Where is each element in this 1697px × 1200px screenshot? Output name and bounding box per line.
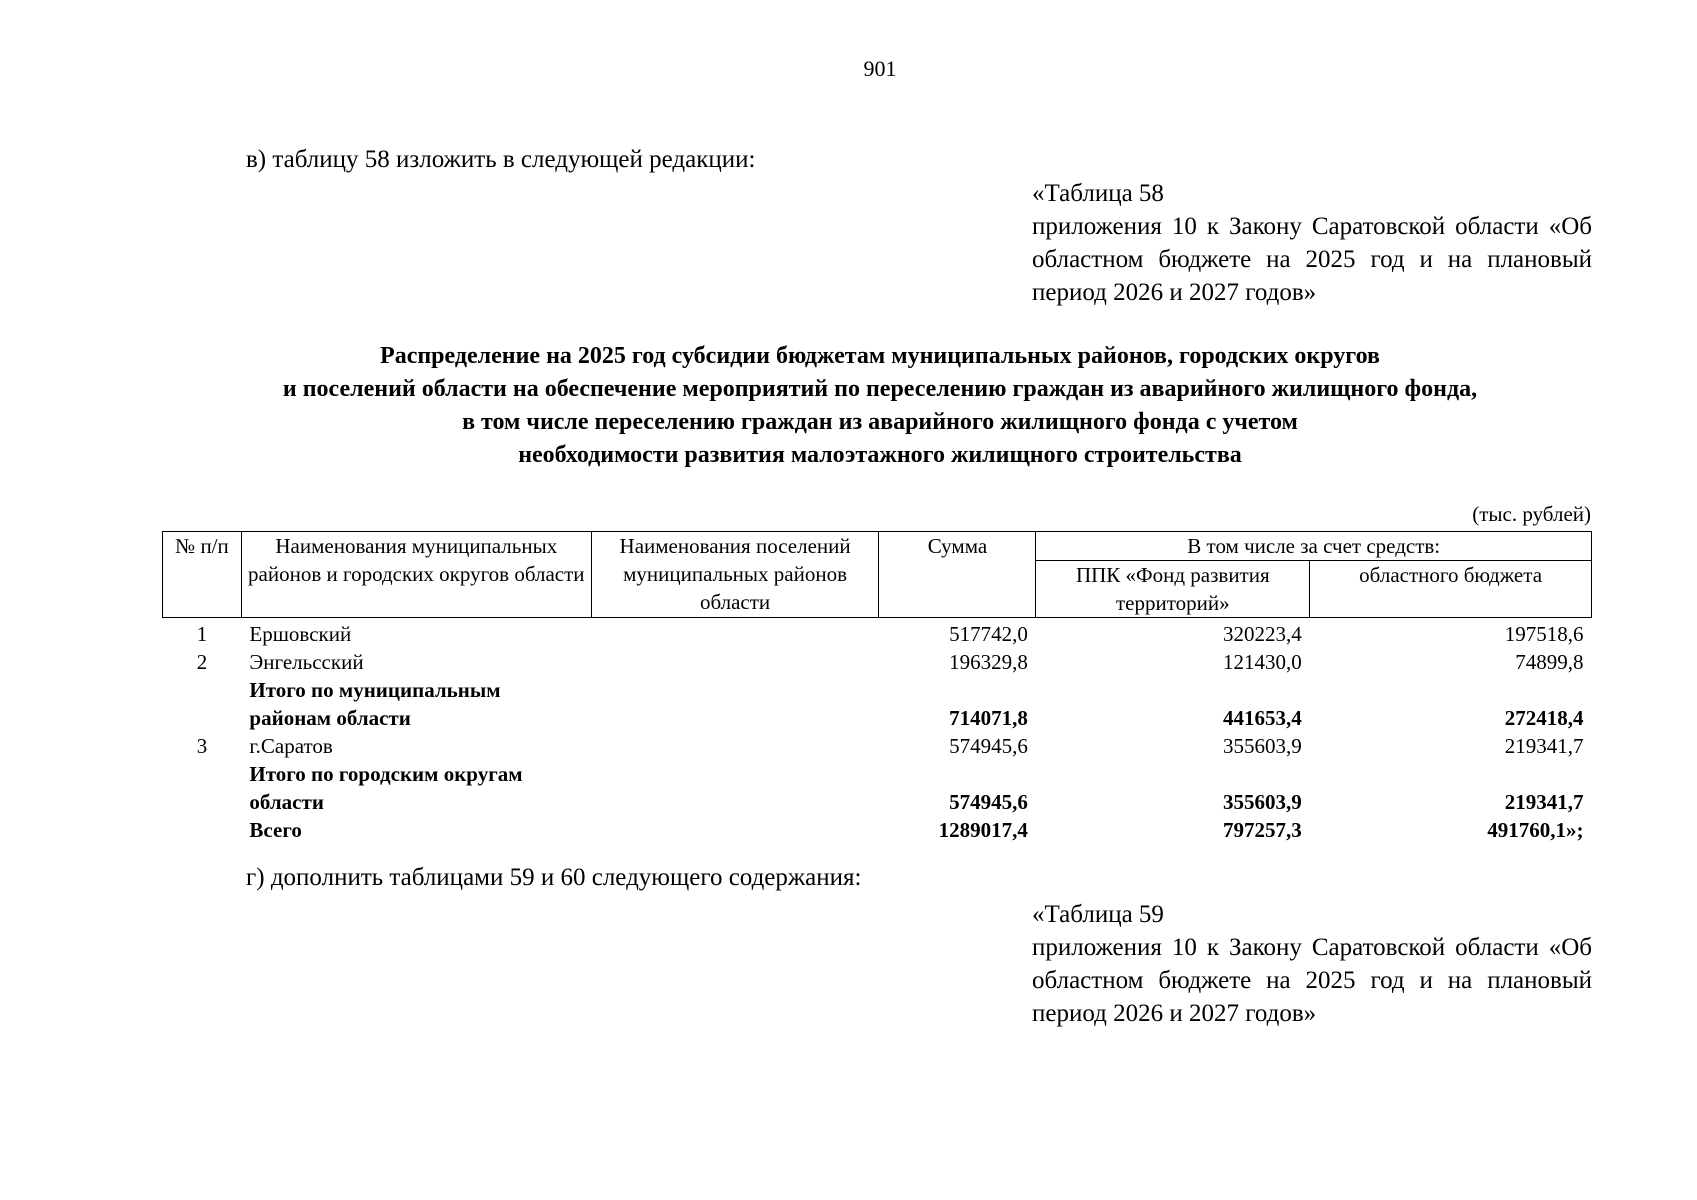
row-ppk: 355603,9	[1222, 734, 1302, 758]
row-settlement	[591, 618, 879, 649]
distribution-table	[162, 531, 1592, 844]
row-settlement	[591, 676, 879, 732]
header-districts: Наименования муниципальных районов и городских округов области	[241, 532, 591, 618]
subtotal-row	[163, 676, 1592, 732]
row-sum: 574945,6	[949, 790, 1028, 814]
row-regional: 219341,7	[1504, 790, 1584, 814]
row-settlement	[591, 648, 879, 676]
row-ppk: 441653,4	[1222, 706, 1302, 730]
row-ppk: 320223,4	[1222, 622, 1302, 646]
row-name: Итого по городским округам области	[249, 762, 523, 814]
table-row	[163, 648, 1592, 676]
table-59-heading	[1032, 898, 1592, 1030]
row-regional: 197518,6	[1504, 622, 1584, 646]
row-ppk: 797257,3	[1222, 818, 1302, 842]
row-ppk: 121430,0	[1222, 650, 1302, 674]
table-58-label: «Таблица 58	[1032, 180, 1164, 207]
row-settlement	[591, 732, 879, 760]
row-name: Итого по муниципальным районам области	[249, 678, 501, 730]
row-sum: 714071,8	[949, 706, 1028, 730]
row-ppk: 355603,9	[1222, 790, 1302, 814]
table-row	[163, 732, 1592, 760]
row-name: г.Саратов	[249, 734, 333, 758]
title-line-2: и поселений области на обеспечение мероприятий по переселению граждан из аварийного жилищного фонда,	[282, 376, 1478, 402]
header-settlements: Наименования поселений муниципальных районов области	[591, 532, 879, 618]
table-58-heading	[1032, 177, 1592, 309]
header-regional-budget: областного бюджета	[1310, 561, 1592, 618]
page-number: 901	[863, 56, 897, 81]
grand-total-row	[163, 816, 1592, 844]
row-regional: 219341,7	[1504, 734, 1584, 758]
row-regional: 74899,8	[1515, 650, 1584, 674]
row-sum: 574945,6	[949, 734, 1028, 758]
row-sum: 1289017,4	[938, 818, 1028, 842]
document-title	[160, 340, 1600, 472]
title-line-3: в том числе переселению граждан из аварийного жилищного фонда с учетом	[462, 409, 1298, 435]
row-settlement	[591, 816, 879, 844]
row-name: Энгельсский	[249, 650, 364, 674]
title-line-4: необходимости развития малоэтажного жилищного строительства	[518, 442, 1242, 468]
table-row	[163, 618, 1592, 649]
header-sum: Сумма	[879, 532, 1036, 618]
row-settlement	[591, 760, 879, 816]
title-line-1: Распределение на 2025 год субсидии бюджетам муниципальных районов, городских округов	[380, 343, 1380, 369]
row-name: Ершовский	[249, 622, 352, 646]
table-58-appendix-note: приложения 10 к Закону Саратовской области «Об областном бюджете на 2025 год и на плановый период 2026 и 2027 годов»	[1032, 213, 1592, 306]
header-including: В том числе за счет средств:	[1036, 532, 1592, 561]
intro-paragraph-g: г) дополнить таблицами 59 и 60 следующего содержания:	[246, 864, 862, 891]
units-label: (тыс. рублей)	[1472, 502, 1591, 526]
row-number: 1	[196, 622, 208, 646]
row-regional: 491760,1»;	[1487, 818, 1584, 842]
row-sum: 517742,0	[949, 622, 1028, 646]
subtotal-row	[163, 760, 1592, 816]
row-sum: 196329,8	[949, 650, 1028, 674]
table-59-label: «Таблица 59	[1032, 901, 1164, 928]
row-number	[163, 760, 242, 816]
row-number: 2	[196, 650, 208, 674]
row-number	[163, 676, 242, 732]
table-59-appendix-note: приложения 10 к Закону Саратовской области «Об областном бюджете на 2025 год и на плановый период 2026 и 2027 годов»	[1032, 934, 1592, 1027]
row-number	[163, 816, 242, 844]
row-name: Всего	[249, 818, 302, 842]
intro-paragraph-v: в) таблицу 58 изложить в следующей редакции:	[246, 146, 756, 173]
row-regional: 272418,4	[1504, 706, 1584, 730]
header-number: № п/п	[163, 532, 242, 618]
header-ppk: ППК «Фонд развития территорий»	[1036, 561, 1310, 618]
row-number: 3	[196, 734, 208, 758]
